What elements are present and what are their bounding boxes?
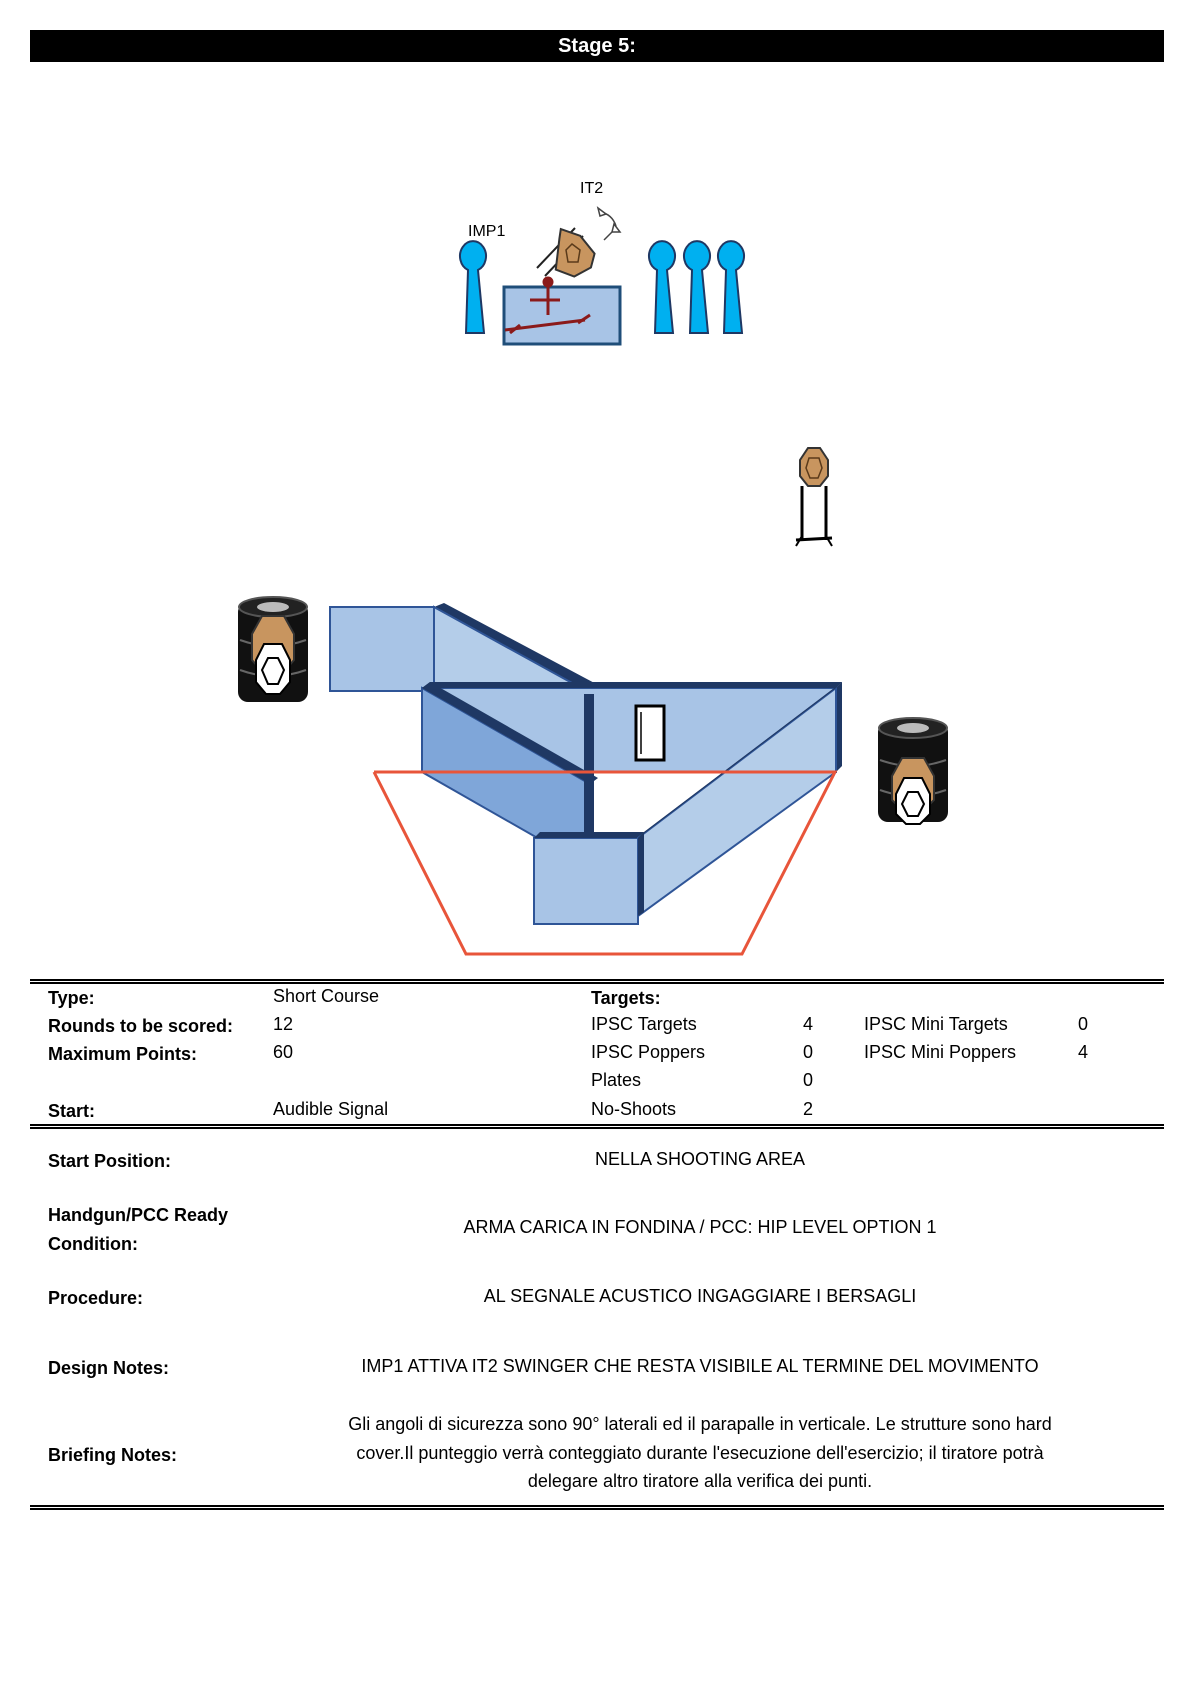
briefing-notes-line-2: cover.Il punteggio verrà conteggiato durante l'esecuzione dell'esercizio; il tiratore potrà [356,1443,1044,1463]
points-value: 60 [273,1042,294,1062]
type-label: Type: [48,988,95,1008]
points-label: Maximum Points: [48,1044,198,1064]
target-count: 4 [803,1014,814,1034]
briefing-notes-line-1: Gli angoli di sicurezza sono 90° laterali ed il parapalle in verticale. Le strutture sono hard [348,1414,1052,1434]
target-count: 0 [803,1042,814,1062]
target-count: 2 [803,1099,814,1119]
target-name: IPSC Targets [591,1014,697,1034]
procedure-label: Procedure: [48,1288,144,1308]
type-value: Short Course [273,986,380,1006]
procedure-value: AL SEGNALE ACUSTICO INGAGGIARE I BERSAGLI [483,1286,917,1306]
briefing-notes-label: Briefing Notes: [48,1445,178,1465]
rounds-label: Rounds to be scored: [48,1016,234,1036]
target-count: 4 [1078,1042,1089,1062]
briefing-notes-line-3: delegare altro tiratore alla verifica dei punti. [527,1471,873,1491]
target-name: IPSC Poppers [591,1042,706,1062]
target-name: IPSC Mini Poppers [864,1042,1017,1062]
ready-condition-label-2: Condition: [48,1234,138,1254]
it2-label: IT2 [580,180,604,197]
details-bottom-rule [30,1505,1164,1510]
imp1-label: IMP1 [468,223,506,240]
start-position-value: NELLA SHOOTING AREA [594,1149,806,1169]
start-position-label: Start Position: [48,1151,172,1171]
target-name: IPSC Mini Targets [864,1014,1008,1034]
stage-title: Stage 5: [558,35,636,57]
target-name: No-Shoots [591,1099,677,1119]
target-count: 0 [803,1070,814,1090]
start-value: Audible Signal [273,1099,389,1119]
target-count: 0 [1078,1014,1089,1034]
start-label: Start: [48,1101,96,1121]
design-notes-label: Design Notes: [48,1358,170,1378]
design-notes-value: IMP1 ATTIVA IT2 SWINGER CHE RESTA VISIBILE AL TERMINE DEL MOVIMENTO [361,1356,1039,1376]
ready-condition-label-1: Handgun/PCC Ready [48,1205,229,1225]
rounds-value: 12 [273,1014,294,1034]
ready-condition-value: ARMA CARICA IN FONDINA / PCC: HIP LEVEL OPTION 1 [463,1217,937,1237]
targets-header: Targets: [591,988,661,1008]
target-name: Plates [591,1070,642,1090]
